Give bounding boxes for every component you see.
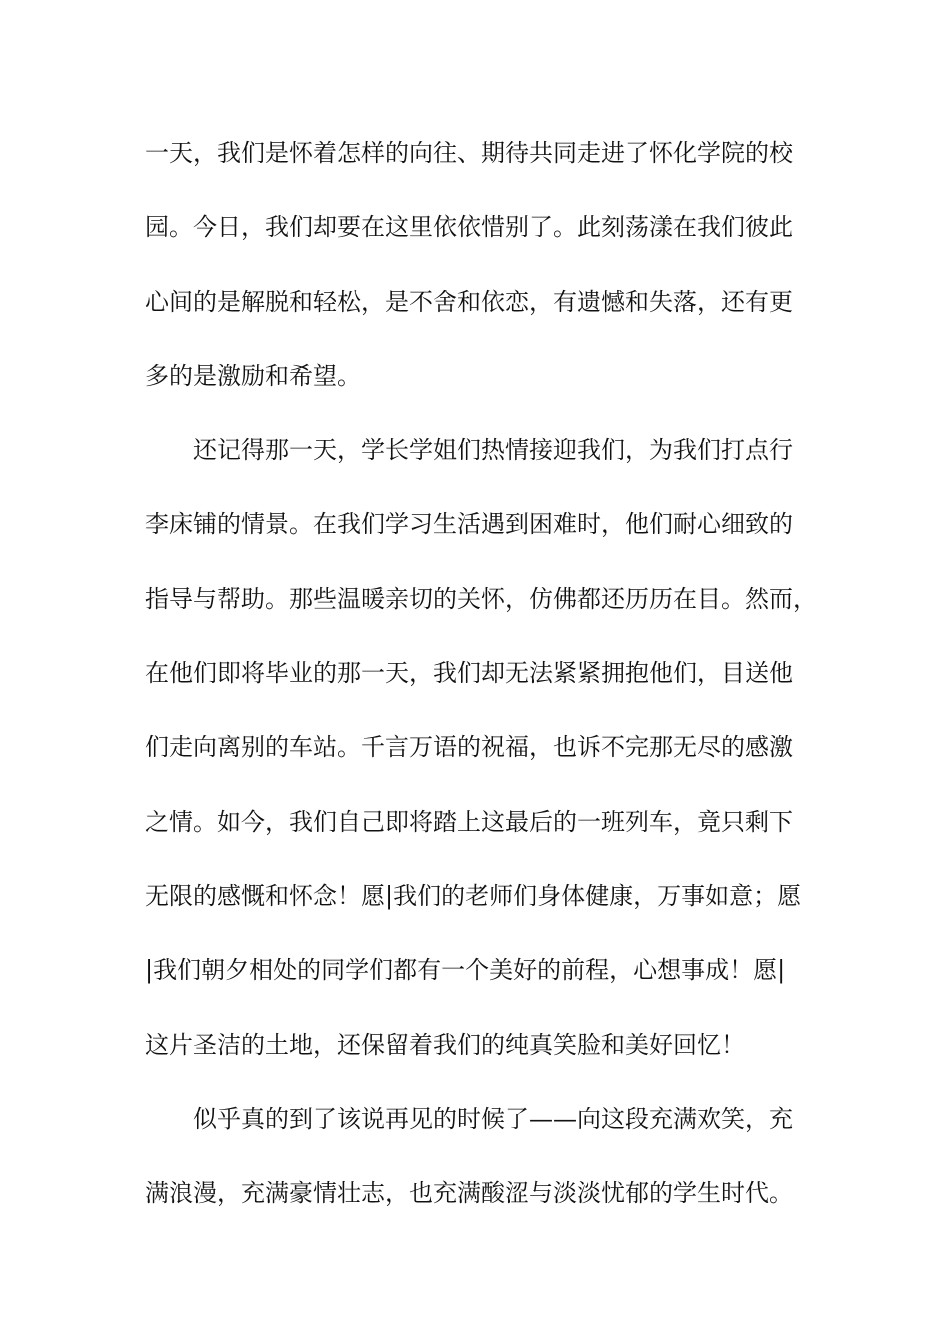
text-line: 多的是激励和希望。 — [145, 361, 361, 390]
text-line: 在他们即将毕业的那一天，我们却无法紧紧拥抱他们，目送他 — [145, 659, 793, 688]
paragraph-first-line: 还记得那一天，学长学姐们热情接迎我们，为我们打点行 — [193, 436, 793, 465]
text-line: 李床铺的情景。在我们学习生活遇到困难时，他们耐心细致的 — [145, 510, 793, 539]
text-line: 满浪漫，充满豪情壮志，也充满酸涩与淡淡忧郁的学生时代。 — [145, 1179, 793, 1208]
text-line: 园。今日，我们却要在这里依依惜别了。此刻荡漾在我们彼此 — [145, 213, 793, 242]
text-line: 们走向离别的车站。千言万语的祝福，也诉不完那无尽的感激 — [145, 733, 793, 762]
text-line: 一天，我们是怀着怎样的向往、期待共同走进了怀化学院的校 — [145, 139, 793, 167]
text-line: |我们朝夕相处的同学们都有一个美好的前程，心想事成！愿| — [145, 956, 786, 985]
paragraph-first-line: 似乎真的到了该说再见的时候了——向这段充满欢笑，充 — [193, 1104, 793, 1133]
text-line: 之情。如今，我们自己即将踏上这最后的一班列车，竟只剩下 — [145, 807, 793, 836]
text-line: 无限的感慨和怀念！愿|我们的老师们身体健康，万事如意；愿 — [145, 881, 802, 910]
text-line: 指导与帮助。那些温暖亲切的关怀，仿佛都还历历在目。然而， — [145, 584, 817, 613]
body-text — [145, 128, 825, 1242]
text-line: 心间的是解脱和轻松，是不舍和依恋，有遗憾和失落，还有更 — [145, 287, 793, 316]
text-line: 这片圣洁的土地，还保留着我们的纯真笑脸和美好回忆！ — [145, 1030, 745, 1059]
